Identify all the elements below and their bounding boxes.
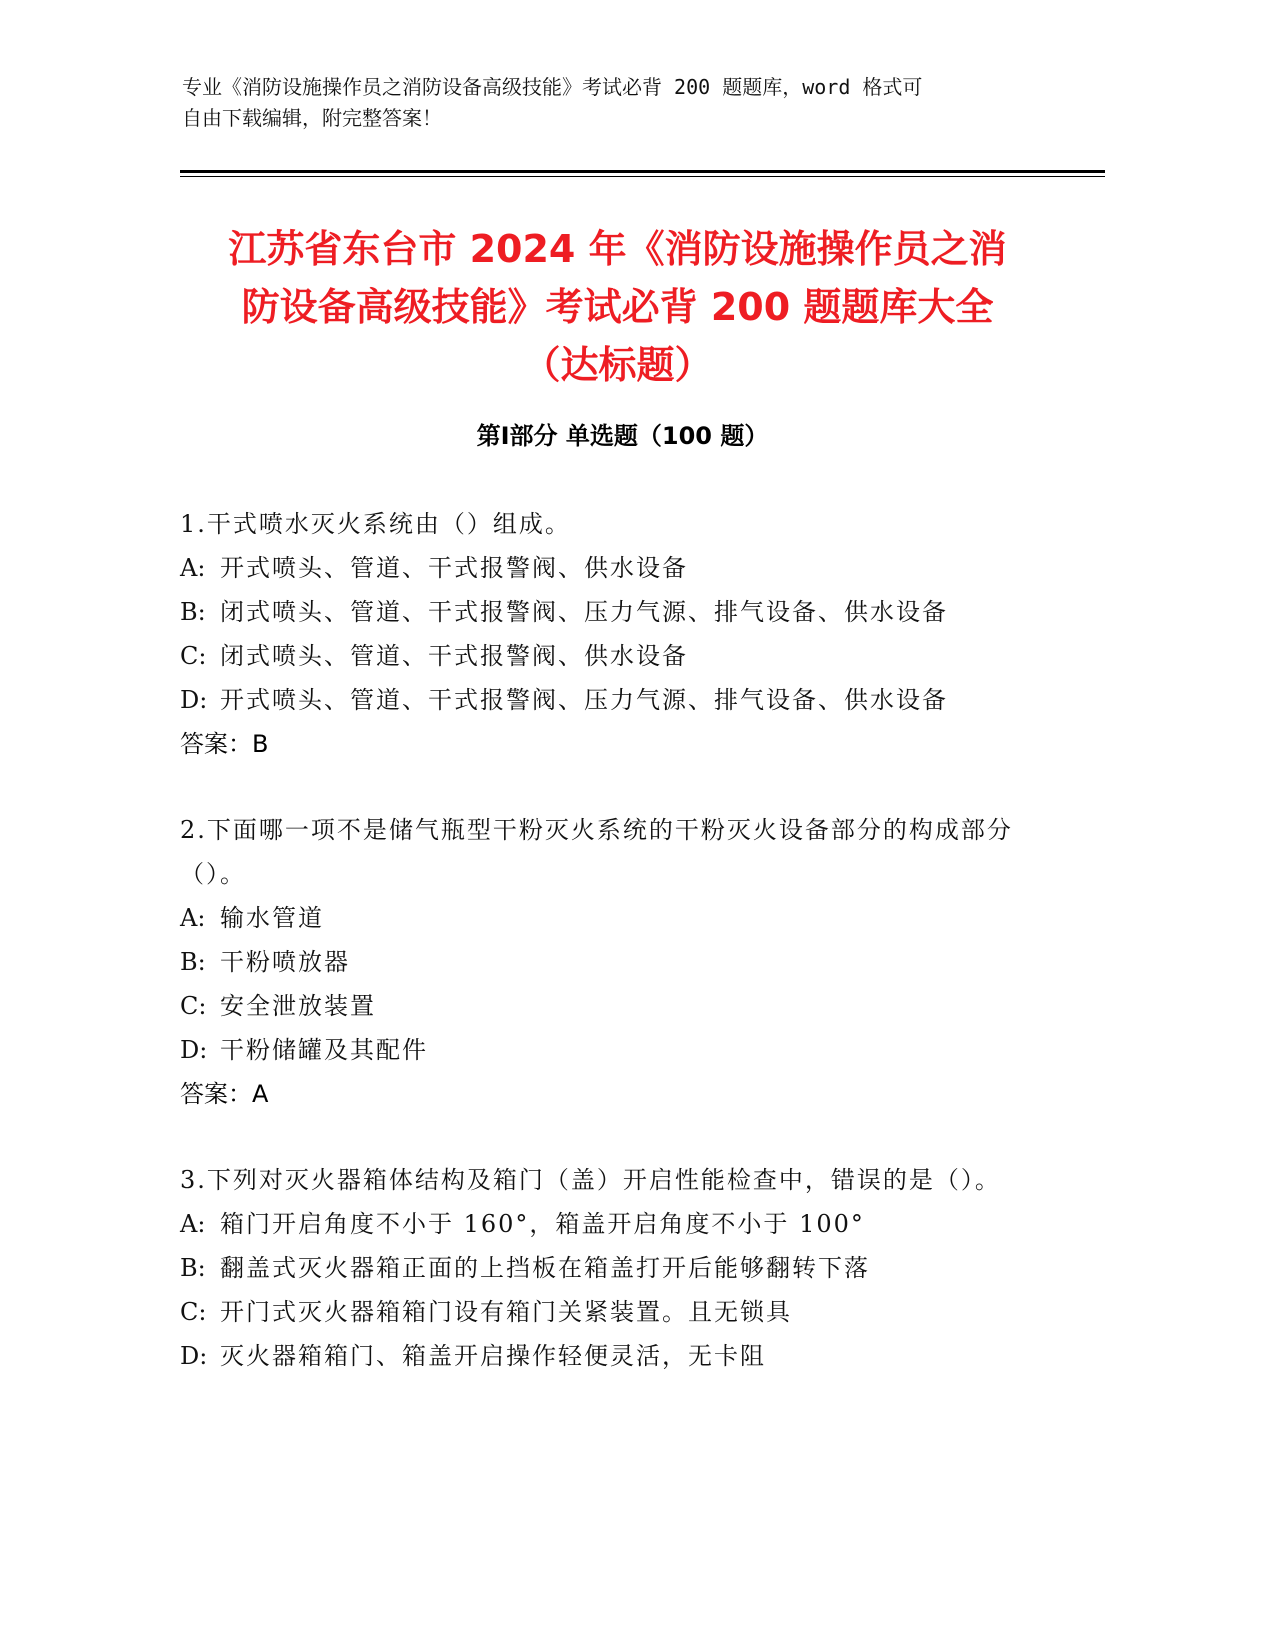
option-letter: B: [180,1254,206,1282]
option-text: 干粉喷放器 [220,948,350,976]
option-letter: C: [180,1298,207,1326]
option-letter: B: [180,948,206,976]
option-letter: A: [180,1210,206,1238]
document-title-line-3: （达标题） [522,343,713,387]
option-c [180,1290,1060,1334]
document-title [175,220,1060,394]
header-rule-thin [180,176,1105,177]
question-stem: 2.下面哪一项不是储气瓶型干粉灭火系统的干粉灭火设备部分的构成部分（）。 [180,816,1013,888]
answer-line: 答案：B [180,730,269,758]
option-b [180,940,1060,984]
option-a [180,896,1060,940]
option-c [180,984,1060,1028]
option-text: 开式喷头、管道、干式报警阀、供水设备 [220,554,688,582]
header-rule-thick [180,170,1105,173]
question-list [180,502,1060,1420]
option-text: 开式喷头、管道、干式报警阀、压力气源、排气设备、供水设备 [220,686,948,714]
document-title-line-2: 防设备高级技能》考试必背 200 题题库大全 [241,285,994,329]
option-text: 闭式喷头、管道、干式报警阀、供水设备 [220,642,688,670]
option-text: 干粉储罐及其配件 [220,1036,428,1064]
option-letter: C: [180,642,207,670]
option-d [180,1028,1060,1072]
header-note [182,72,1052,134]
option-d [180,678,1060,722]
option-b [180,590,1060,634]
question-item [180,502,1060,766]
question-stem: 3.下列对灭火器箱体结构及箱门（盖）开启性能检查中，错误的是（）。 [180,1166,1001,1194]
option-a [180,1202,1060,1246]
option-text: 安全泄放装置 [220,992,376,1020]
option-letter: A: [180,904,206,932]
option-text: 箱门开启角度不小于 160°，箱盖开启角度不小于 100° [220,1210,865,1238]
option-letter: D: [180,686,208,714]
header-note-line-1: 专业《消防设施操作员之消防设备高级技能》考试必背 200 题题库，word 格式可 [182,75,923,99]
option-a [180,546,1060,590]
question-stem: 1.干式喷水灭火系统由（）组成。 [180,510,571,538]
option-letter: B: [180,598,206,626]
option-b [180,1246,1060,1290]
section-heading: 第Ⅰ部分 单选题（100 题） [476,422,769,450]
header-note-line-2: 自由下载编辑，附完整答案！ [182,106,442,130]
document-title-line-1: 江苏省东台市 2024 年《消防设施操作员之消 [228,227,1007,271]
option-text: 闭式喷头、管道、干式报警阀、压力气源、排气设备、供水设备 [220,598,948,626]
option-letter: A: [180,554,206,582]
option-text: 开门式灭火器箱箱门设有箱门关紧装置。且无锁具 [220,1298,792,1326]
question-item [180,1158,1060,1378]
option-letter: D: [180,1342,208,1370]
option-letter: C: [180,992,207,1020]
option-text: 输水管道 [220,904,324,932]
question-item [180,808,1060,1116]
option-letter: D: [180,1036,208,1064]
option-text: 翻盖式灭火器箱正面的上挡板在箱盖打开后能够翻转下落 [220,1254,870,1282]
answer-line: 答案：A [180,1080,269,1108]
option-d [180,1334,1060,1378]
option-c [180,634,1060,678]
option-text: 灭火器箱箱门、箱盖开启操作轻便灵活，无卡阻 [220,1342,766,1370]
